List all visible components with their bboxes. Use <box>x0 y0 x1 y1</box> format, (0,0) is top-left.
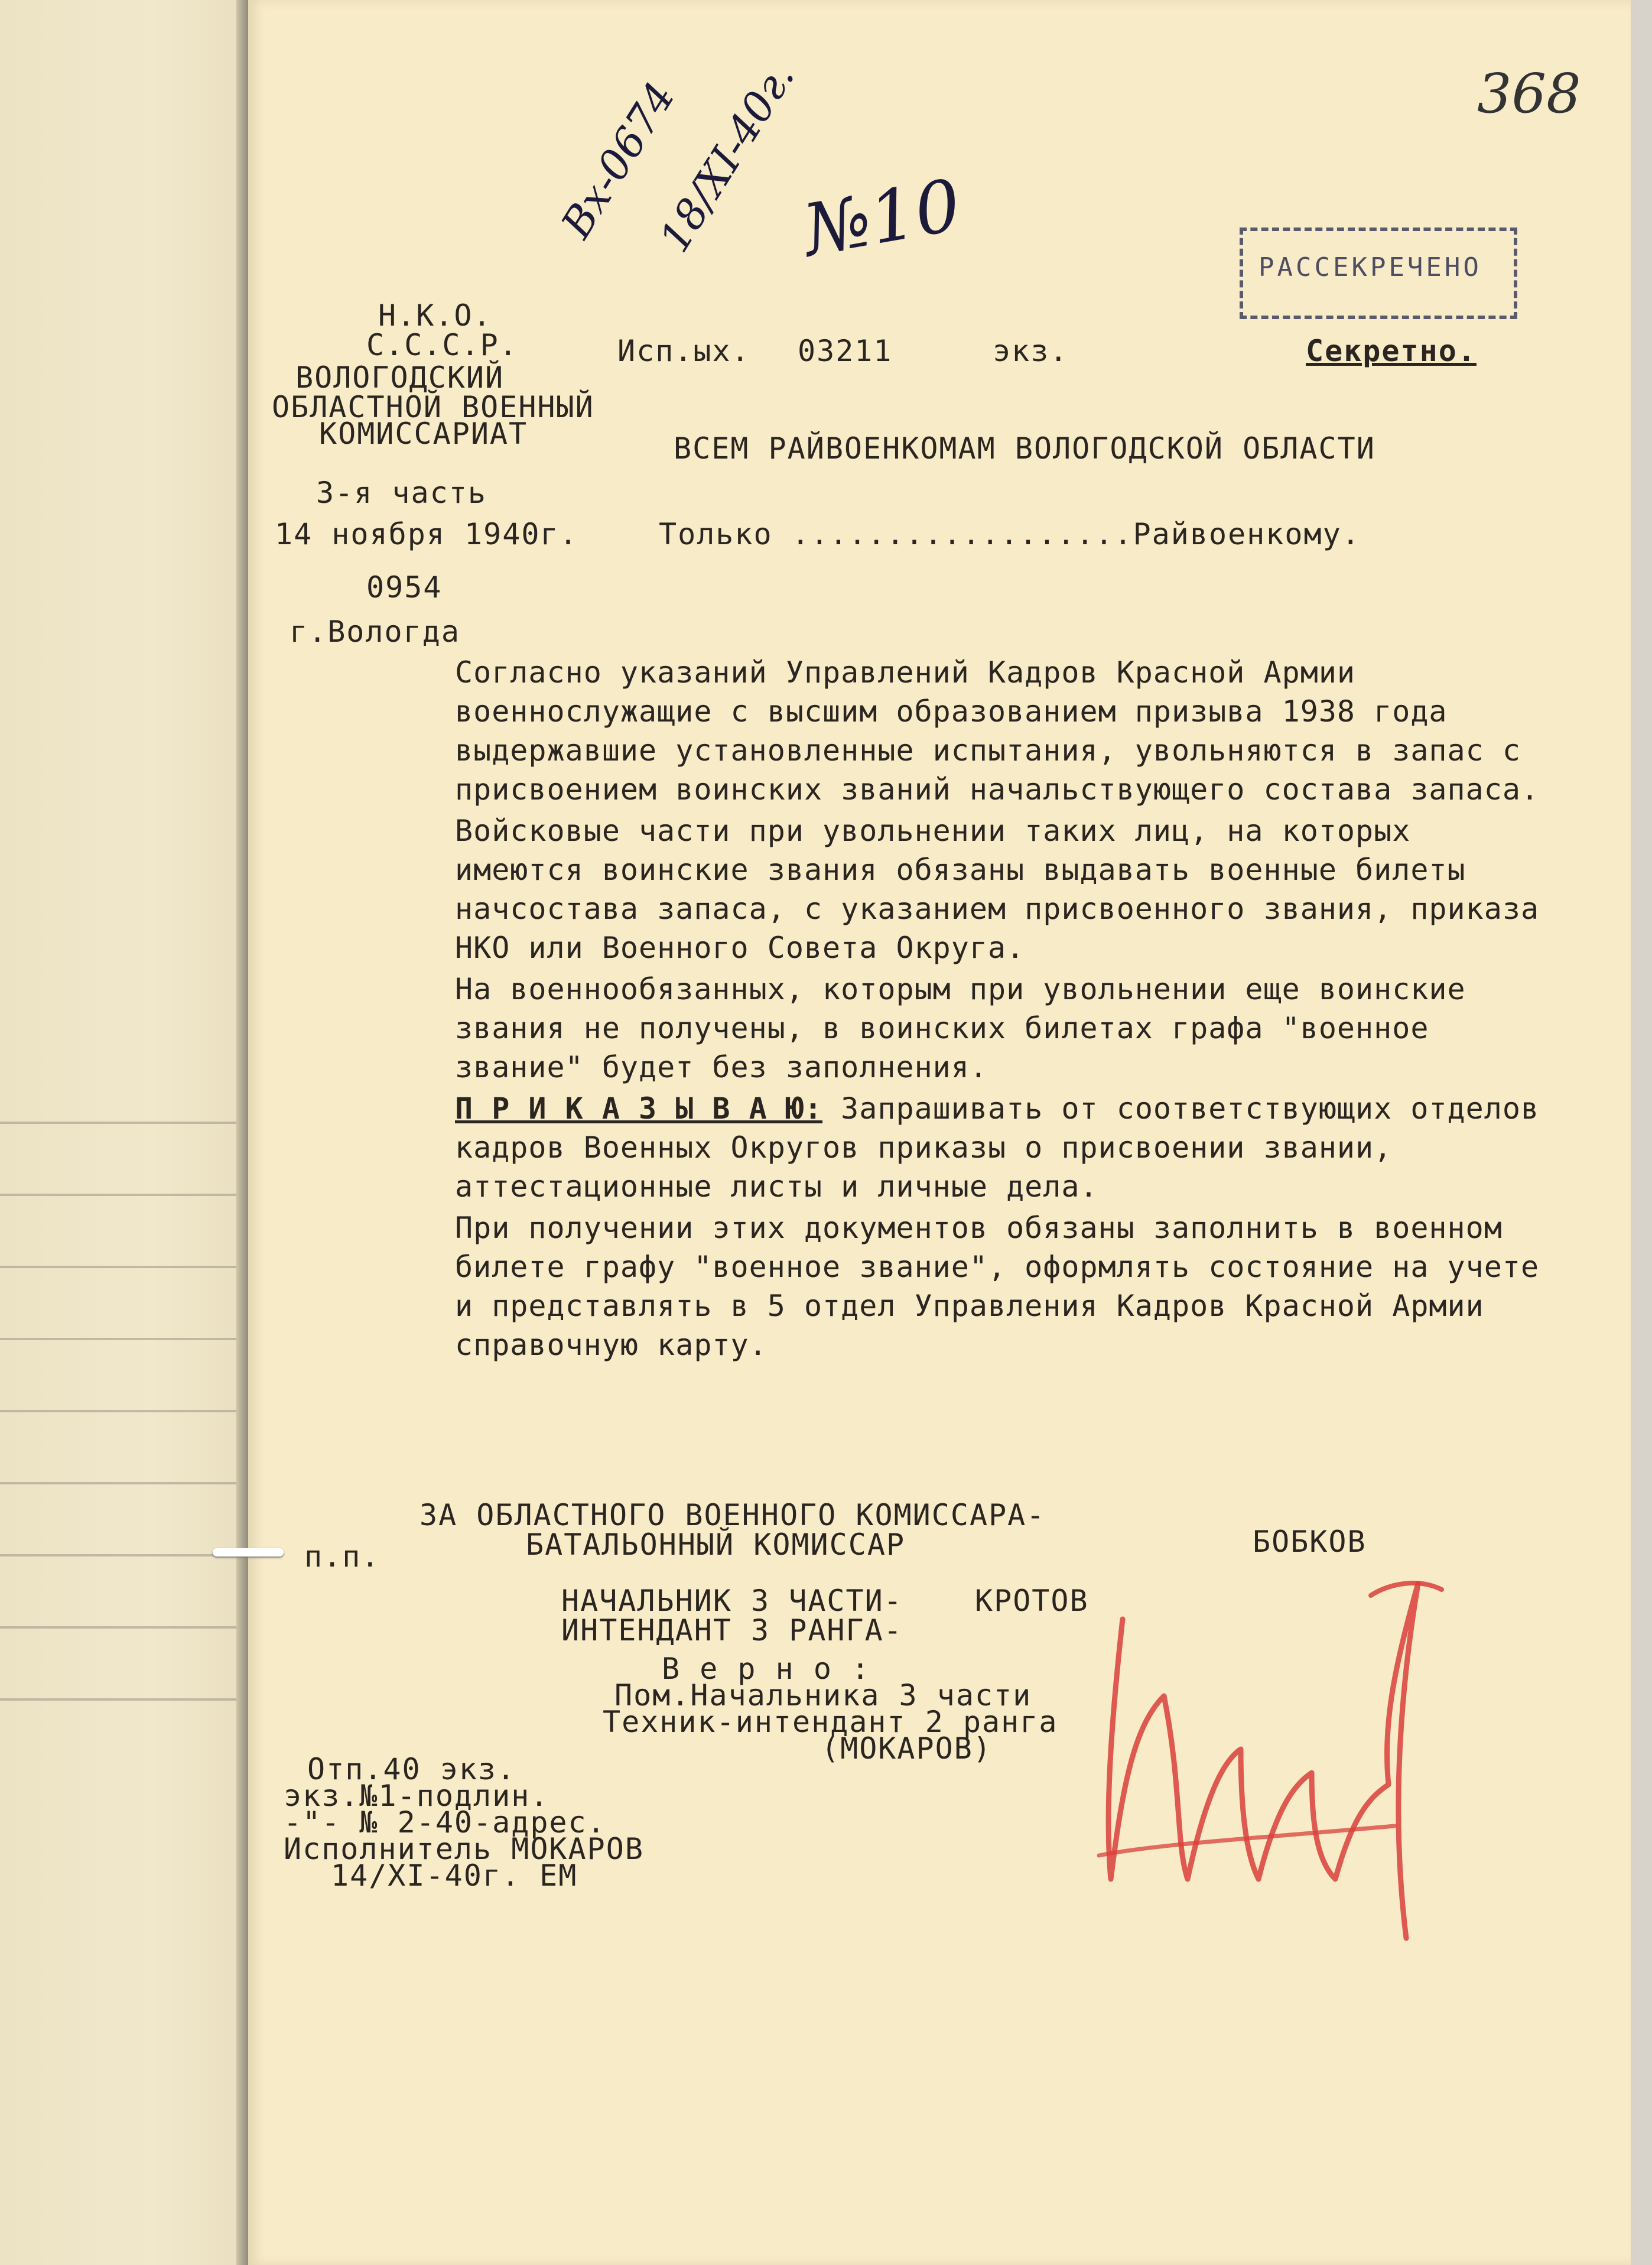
footer-line-4: Исполнитель МОКАРОВ <box>284 1832 644 1866</box>
stamp-text: РАССЕКРЕЧЕНО <box>1258 252 1482 282</box>
signatory-name-1: БОБКОВ <box>1253 1525 1367 1559</box>
org-line-4: ОБЛАСТНОЙ ВОЕННЫЙ <box>272 390 594 424</box>
ref-label: Исп.ых. <box>617 334 750 368</box>
signature-line-4: ИНТЕНДАНТ 3 РАНГА- <box>561 1613 903 1647</box>
page-number: 368 <box>1477 62 1581 125</box>
body-paragraph-1: Согласно указаний Управлений Кадров Красной Армии военнослужащие с высшим образованием призыва 1938 года выдержавшие установленные испытания, увольняются в запас с присвоением воинских званий начальствующего состава запаса. <box>455 655 1540 807</box>
binding-string <box>213 1548 284 1556</box>
left-page-ruled-lines <box>0 1052 248 1714</box>
footer-line-3: -"- № 2-40-адрес. <box>284 1805 606 1840</box>
signatory-name-2: КРОТОВ <box>975 1584 1089 1618</box>
signature-line-6: Техник-интендант 2 ранга <box>603 1705 1058 1739</box>
org-line-1: Н.К.О. <box>378 298 492 333</box>
document-date: 14 ноября 1940г. <box>275 517 578 551</box>
signature-line-3: НАЧАЛЬНИК 3 ЧАСТИ- <box>561 1584 903 1618</box>
signature-line-2: БАТАЛЬОННЫЙ КОМИССАР <box>526 1528 906 1562</box>
addressee: ВСЕМ РАЙВОЕНКОМАМ ВОЛОГОДСКОЙ ОБЛАСТИ <box>674 431 1375 466</box>
order-paragraph <box>455 1089 1554 1206</box>
city: г.Вологда <box>290 615 460 649</box>
handwritten-number-note: №10 <box>797 164 967 273</box>
signature-line-5: Пом.Начальника 3 части <box>614 1678 1032 1712</box>
declassified-stamp <box>1240 228 1517 319</box>
signatory-name-3: (МОКАРОВ) <box>821 1731 992 1766</box>
only-line: Только ..................Райвоенкому. <box>659 517 1361 551</box>
pp-label: п.п. <box>304 1539 381 1574</box>
body-paragraph-3: На военнообязанных, которым при увольнении еще воинские звания не получены, в воинских билетах графа "военное звание" будет без заполнения. <box>455 972 1466 1084</box>
body-paragraph-2: Войсковые части при увольнении таких лиц, на которых имеются воинские звания обязаны выдавать военные билеты начсостава запаса, с указанием присвоенного звания, приказа НКО или Военного Совета Округа. <box>455 814 1540 965</box>
org-line-3: ВОЛОГОДСКИЙ <box>295 360 505 395</box>
final-paragraph: При получении этих документов обязаны заполнить в военном билете графу "военное звание", оформлять состояние на учете и представлять в 5 отдел Управления Кадров Красной Армии справочную карту. <box>455 1211 1540 1362</box>
outgoing-number: 0954 <box>366 570 443 605</box>
handwritten-date-note: 18/XI-40г. <box>649 54 804 261</box>
ref-number: 03211 <box>798 334 893 368</box>
org-line-5: КОМИССАРИАТ <box>319 417 528 451</box>
footer-line-2: экз.№1-подлин. <box>284 1779 549 1813</box>
copies-label: экз. <box>993 334 1069 368</box>
order-text: Запрашивать от соответствующих отделов кадров Военных Округов приказы о присвоении звании, аттестационные листы и личные дела. <box>455 1091 1540 1204</box>
footer-line-1: Отп.40 экз. <box>307 1752 516 1786</box>
order-lead: П Р И К А З Ы В А Ю: <box>455 1091 823 1126</box>
red-signature <box>1087 1548 1465 1950</box>
handwritten-margin-note: Вх-0674 <box>552 74 685 246</box>
verno-label: В е р н о : <box>662 1652 871 1686</box>
org-line-2: С.С.С.Р. <box>366 328 518 362</box>
part-label: 3-я часть <box>316 476 487 510</box>
footer-line-5: 14/XI-40г. ЕМ <box>331 1858 578 1893</box>
body-text <box>455 653 1554 1364</box>
classification: Секретно. <box>1306 334 1477 368</box>
signature-line-1: ЗА ОБЛАСТНОГО ВОЕННОГО КОМИССАРА- <box>419 1498 1046 1532</box>
